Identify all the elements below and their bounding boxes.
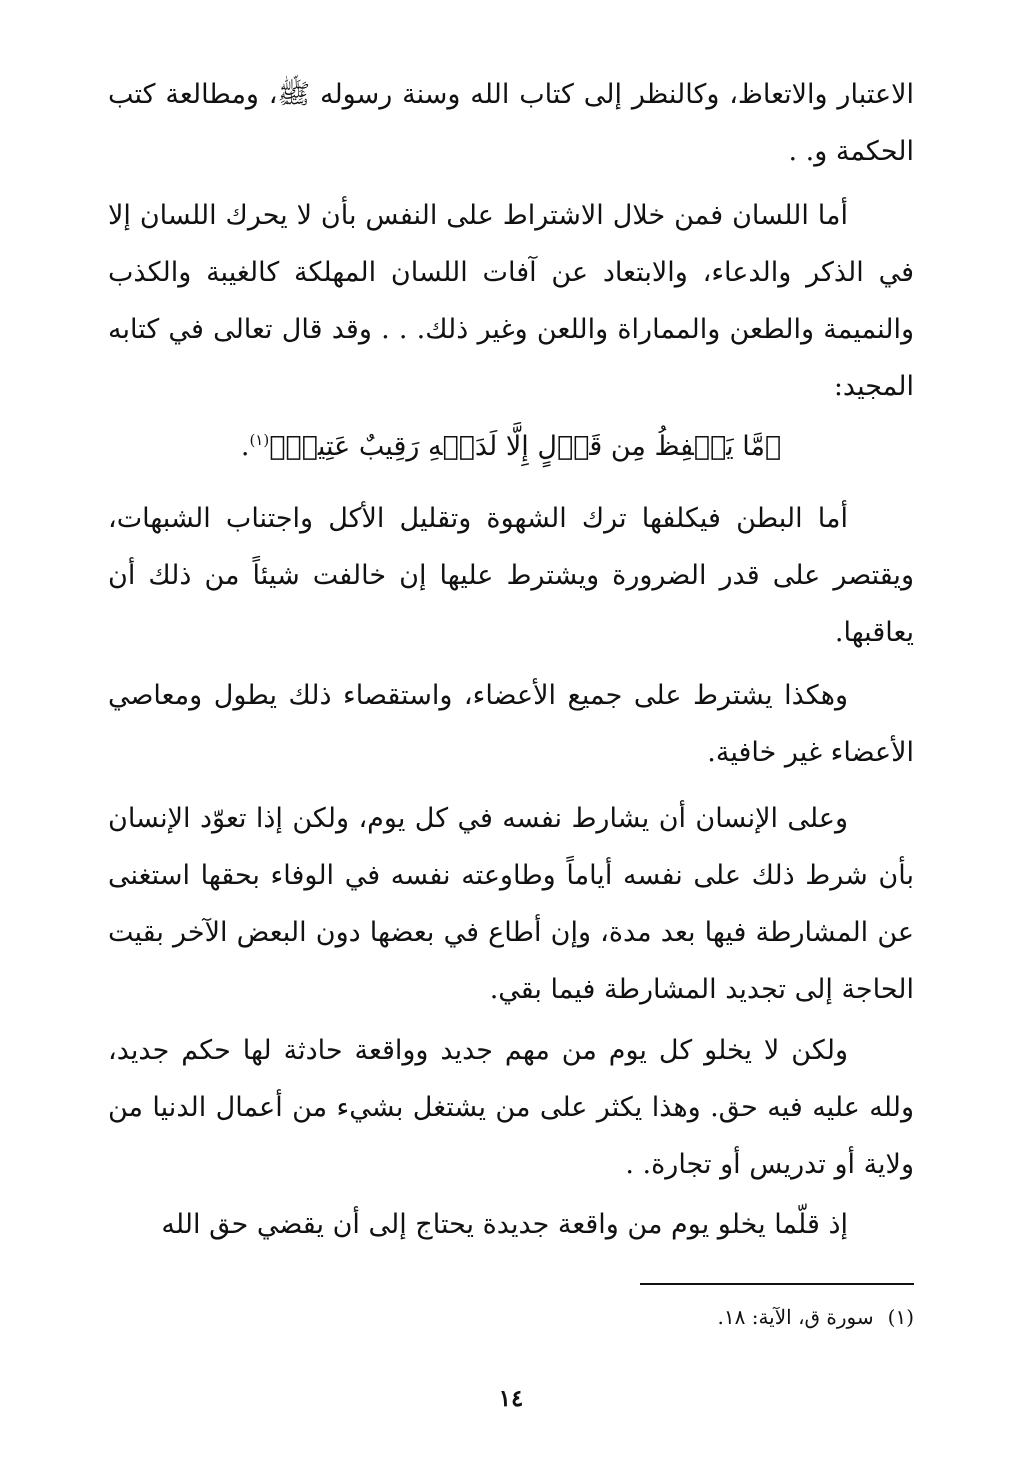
paragraph-rarely: إذ قلّما يخلو يوم من واقعة جديدة يحتاج إلى أن يقضي حق الله bbox=[161, 1209, 848, 1240]
footnote-text: سورة ق، الآية: ١٨. bbox=[717, 1305, 874, 1329]
page-number: ١٤ bbox=[498, 1385, 524, 1412]
paragraph-all-organs: وهكذا يشترط على جميع الأعضاء، واستقصاء ذلك يطول ومعاصي الأعضاء غير خافية. bbox=[108, 680, 914, 768]
footnote bbox=[718, 1300, 914, 1334]
paragraph-new-matters: ولكن لا يخلو كل يوم من مهم جديد وواقعة حادثة لها حكم جديد، ولله عليه فيه حق. وهذا يكثر على من يشتغل بشيء من أعمال الدنيا من ولاية أو تدريس أو تجارة. . bbox=[108, 1035, 914, 1180]
paragraph-continuation: الاعتبار والاتعاظ، وكالنظر إلى كتاب الله وسنة رسوله ﷺ، ومطالعة كتب الحكمة و. . bbox=[108, 79, 914, 167]
verse-end: . bbox=[240, 431, 250, 462]
verse-footnote-marker: (١) bbox=[249, 431, 270, 449]
verse-text: ﴿مَّا يَلۡفِظُ مِن قَوۡلٍ إِلَّا لَدَيۡهِ رَقِيبٌ عَتِيدٞ﴾ bbox=[269, 431, 782, 462]
paragraph-stomach: أما البطن فيكلفها ترك الشهوة وتقليل الأكل واجتناب الشبهات، ويقتصر على قدر الضرورة ويشترط عليها إن خالفت شيئاً من ذلك أن يعاقبها. bbox=[108, 503, 914, 648]
paragraph-tongue: أما اللسان فمن خلال الاشتراط على النفس بأن لا يحرك اللسان إلا في الذكر والدعاء، والابتعاد عن آفات اللسان المهلكة كالغيبة والكذب والنميمة والطعن والمماراة واللعن وغير ذلك. . . وقد قال تعالى في كتابه المجيد: bbox=[108, 200, 914, 402]
footnote-divider bbox=[640, 1283, 914, 1285]
paragraph-daily-conditioning: وعلى الإنسان أن يشارط نفسه في كل يوم، ولكن إذا تعوّد الإنسان بأن شرط ذلك على نفسه أياماً وطاوعته نفسه في الوفاء بحقها استغنى عن المشارطة فيها بعد مدة، وإن أطاع في بعضها دون البعض الآخر بقيت الحاجة إلى تجديد المشارطة فيما بقي. bbox=[108, 803, 914, 1005]
quran-verse bbox=[108, 412, 914, 475]
footnote-number: (١) bbox=[887, 1305, 914, 1329]
